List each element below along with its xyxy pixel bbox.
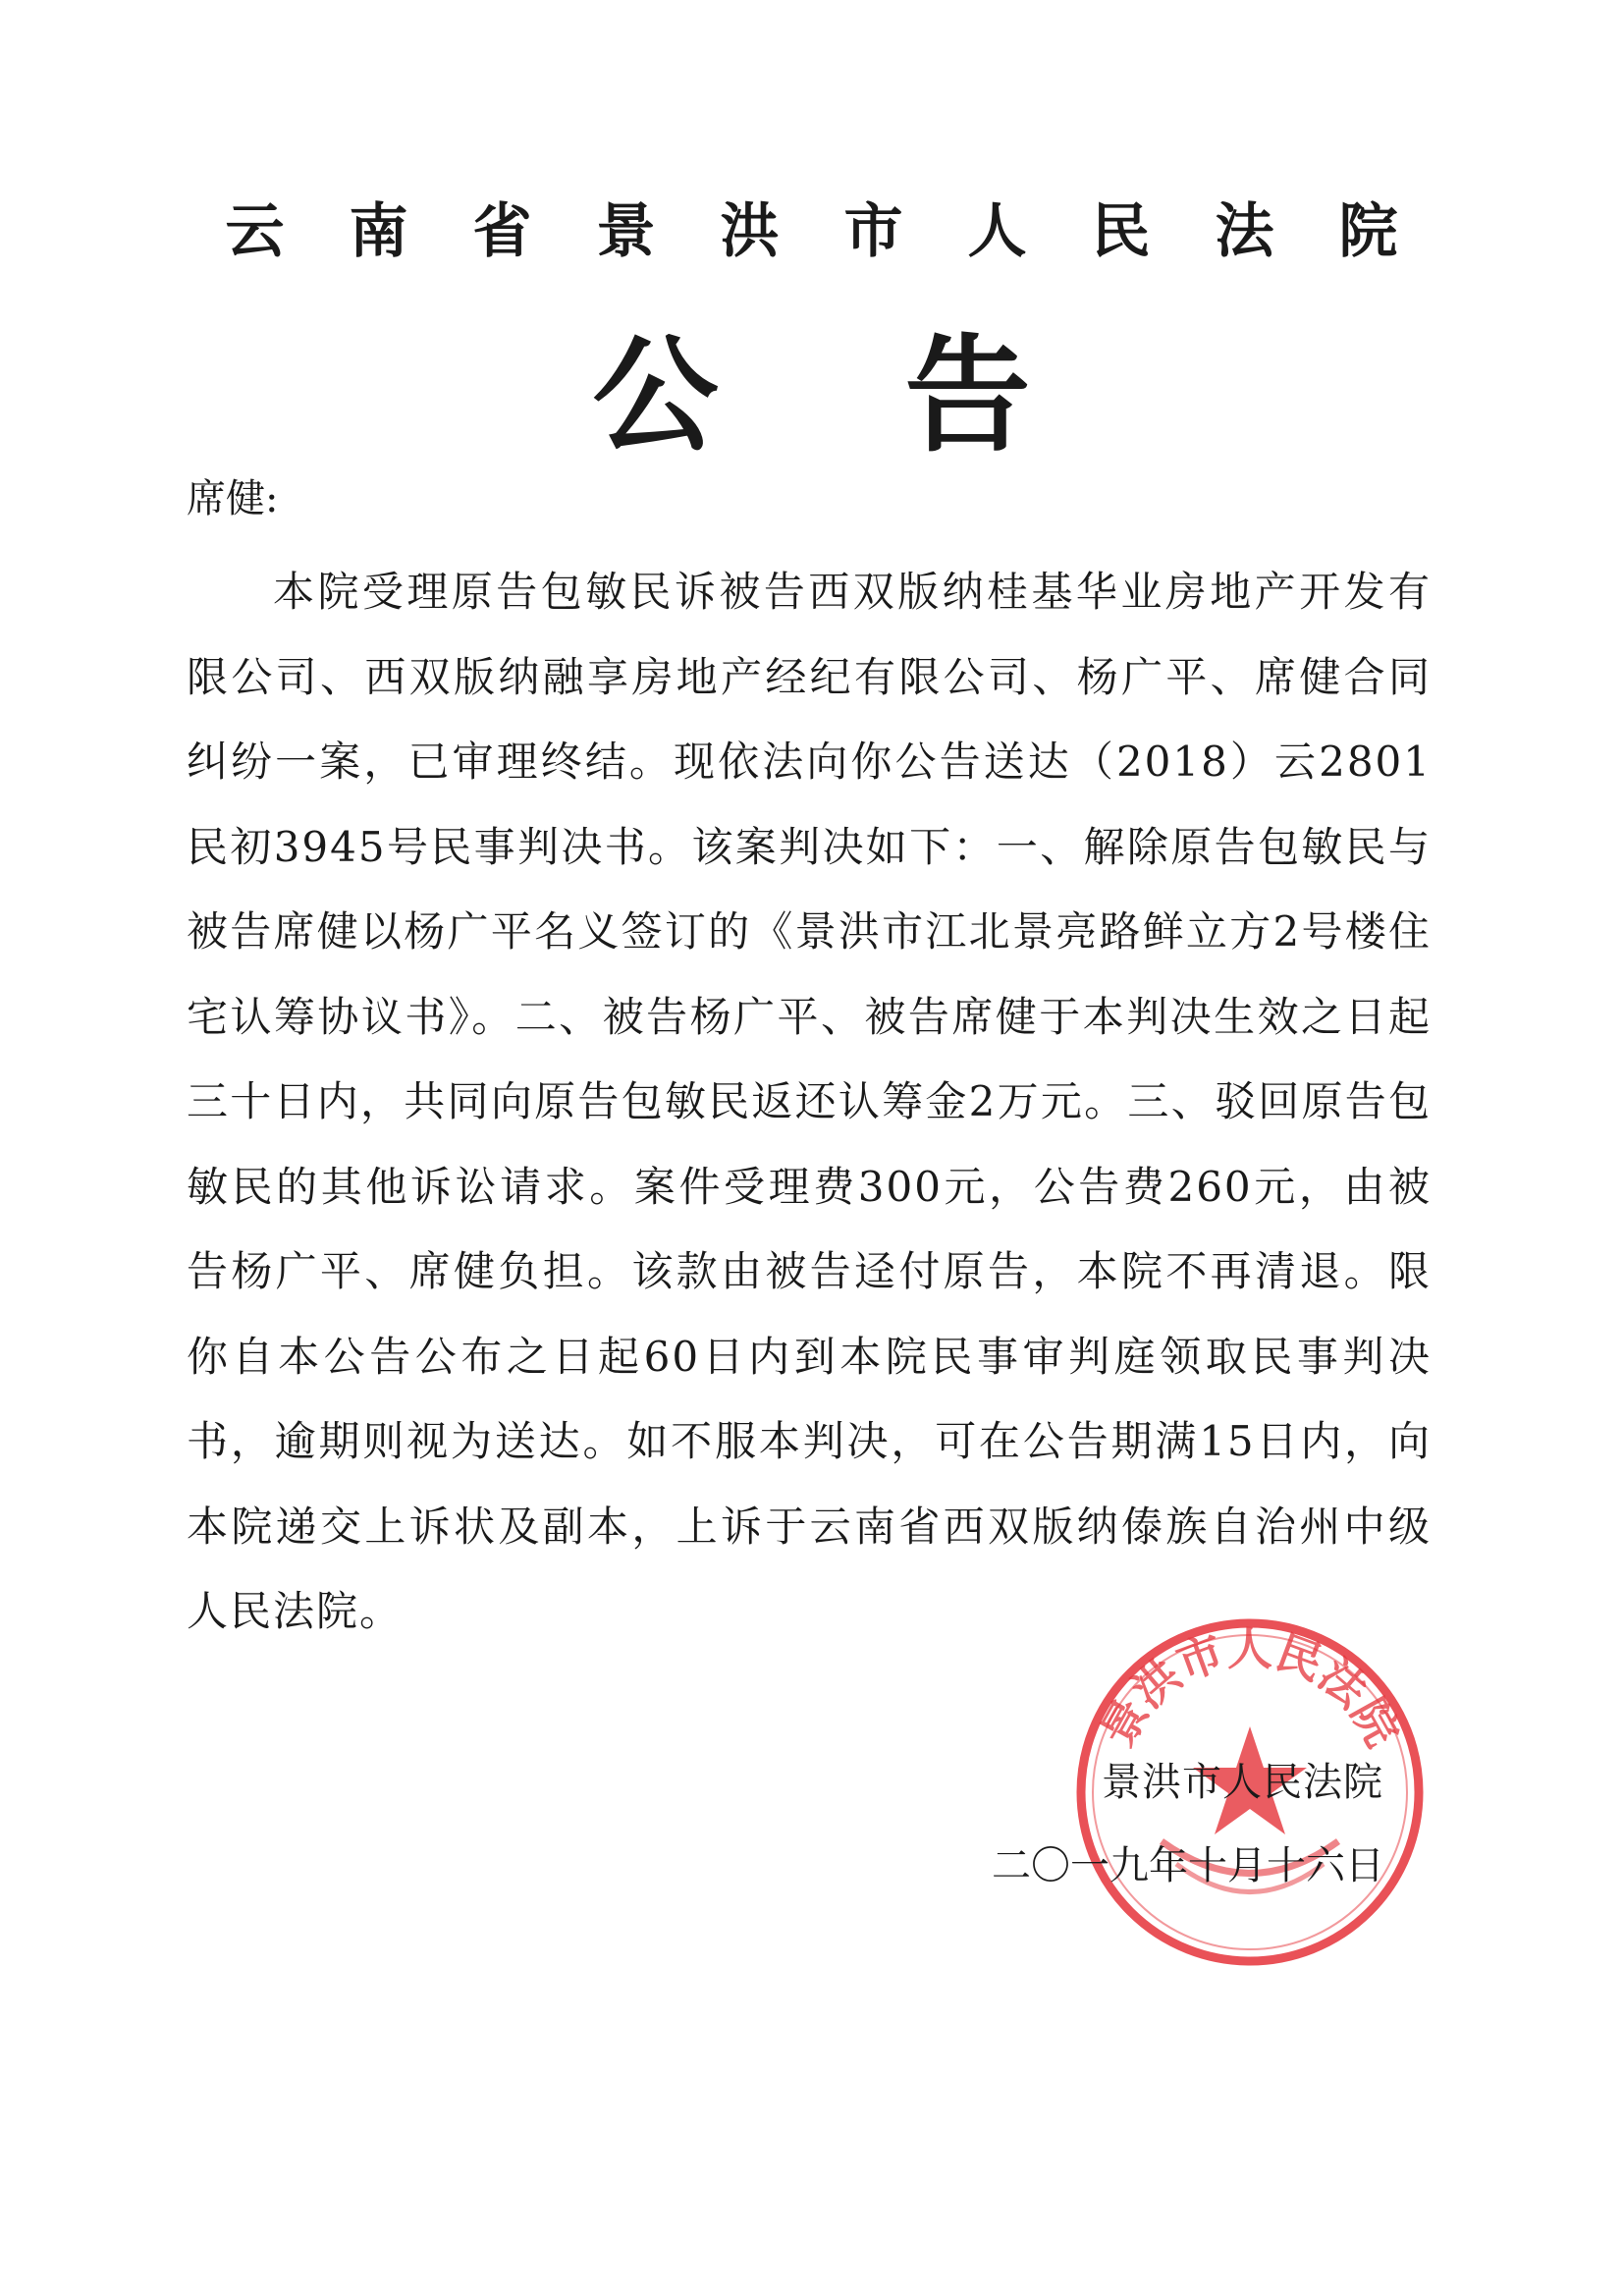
addressee: 席健: (187, 476, 279, 521)
court-name: 云南省景洪市人民法院 (225, 197, 1463, 266)
document-title: 公告 (592, 322, 1217, 469)
notice-body: 本院受理原告包敏民诉被告西双版纳桂基华业房地产开发有限公司、西双版纳融享房地产经纪有限公司、杨广平、席健合同纠纷一案，已审理终结。现依法向你公告送达（2018）云2801民初3945号民事判决书。该案判决如下：一、解除原告包敏民与被告席健以杨广平名义签订的《景洪市江北景亮路鲜立方2号楼住宅认筹协议书》。二、被告杨广平、被告席健于本判决生效之日起三十日内，共同向原告包敏民返还认筹金2万元。三、驳回原告包敏民的其他诉讼请求。案件受理费300元，公告费260元，由被告杨广平、席健负担。该款由被告迳付原告，本院不再清退。限你自本公告公布之日起60日内到本院民事审判庭领取民事判决书，逾期则视为送达。如不服本判决，可在公告期满15日内，向本院递交上诉状及副本，上诉于云南省西双版纳傣族自治州中级人民法院。 (187, 568, 1432, 1635)
signature-date: 二〇一九年十月十六日 (992, 1843, 1384, 1888)
seal-text: 景洪市人民法院 (1090, 1622, 1410, 1756)
signature-court: 景洪市人民法院 (1102, 1760, 1383, 1805)
